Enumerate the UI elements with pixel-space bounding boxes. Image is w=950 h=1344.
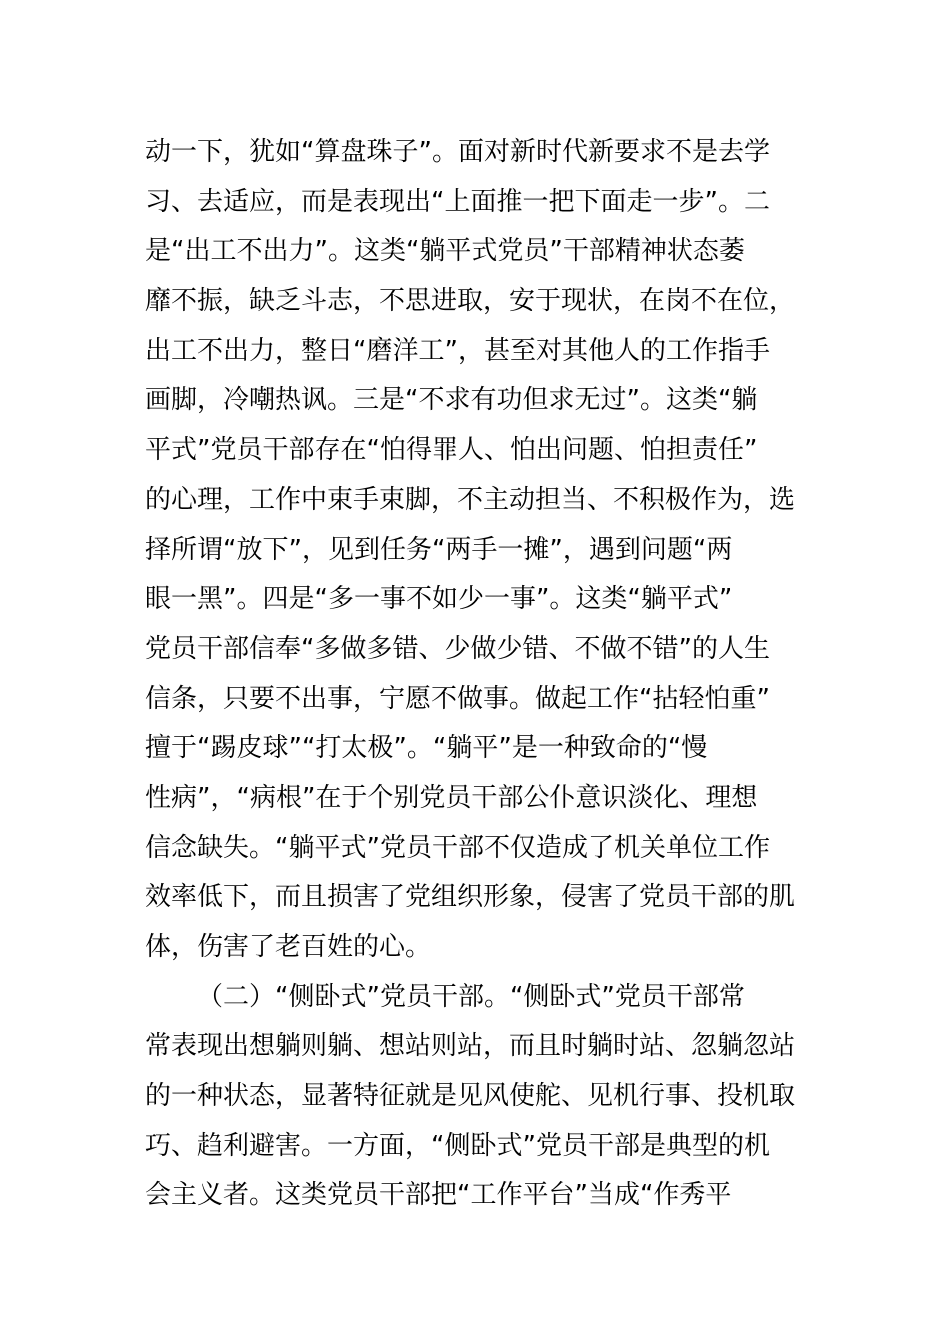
text-line: 出工不出力，整日“磨洋工”，甚至对其他人的工作指手 bbox=[145, 335, 770, 366]
text-line: 习、去适应，而是表现出“上面推一把下面走一步”。二 bbox=[145, 186, 770, 217]
text-line: 巧、趋利避害。一方面，“侧卧式”党员干部是典型的机 bbox=[145, 1130, 770, 1161]
body-text bbox=[145, 128, 810, 1221]
section-heading-line: （二）“侧卧式”党员干部。“侧卧式”党员干部常 bbox=[197, 981, 745, 1012]
text-line: 党员干部信奉“多做多错、少做少错、不做不错”的人生 bbox=[145, 633, 770, 664]
text-line: 擅于“踢皮球”“打太极”。“躺平”是一种致命的“慢 bbox=[145, 733, 708, 764]
text-line: 是“出工不出力”。这类“躺平式党员”干部精神状态萎 bbox=[145, 236, 745, 267]
text-line: 体，伤害了老百姓的心。 bbox=[145, 932, 432, 962]
text-line: 性病”，“病根”在于个别党员干部公仆意识淡化、理想 bbox=[145, 782, 758, 813]
text-line: 常表现出想躺则躺、想站则站，而且时躺时站、忽躺忽站 bbox=[145, 1031, 796, 1062]
text-line: 平式”党员干部存在“怕得罪人、怕出问题、怕担责任” bbox=[145, 435, 758, 466]
text-line: 信念缺失。“躺平式”党员干部不仅造成了机关单位工作 bbox=[145, 832, 770, 863]
text-line: 信条，只要不出事，宁愿不做事。做起工作“拈轻怕重” bbox=[145, 683, 770, 714]
text-line: 会主义者。这类党员干部把“工作平台”当成“作秀平 bbox=[145, 1180, 732, 1211]
text-line: 靡不振，缺乏斗志，不思进取，安于现状，在岗不在位， bbox=[145, 286, 796, 317]
text-line: 画脚，冷嘲热讽。三是“不求有功但求无过”。这类“躺 bbox=[145, 385, 758, 416]
text-line: 择所谓“放下”，见到任务“两手一摊”，遇到问题“两 bbox=[145, 534, 733, 565]
text-line: 动一下，犹如“算盘珠子”。面对新时代新要求不是去学 bbox=[145, 137, 770, 167]
text-line: 的一种状态，显著特征就是见风使舵、见机行事、投机取 bbox=[145, 1081, 796, 1112]
text-line: 眼一黑”。四是“多一事不如少一事”。这类“躺平式” bbox=[145, 584, 733, 615]
text-line: 的心理，工作中束手束脚，不主动担当、不积极作为，选 bbox=[145, 484, 796, 515]
text-line: 效率低下，而且损害了党组织形象，侵害了党员干部的肌 bbox=[145, 882, 796, 913]
